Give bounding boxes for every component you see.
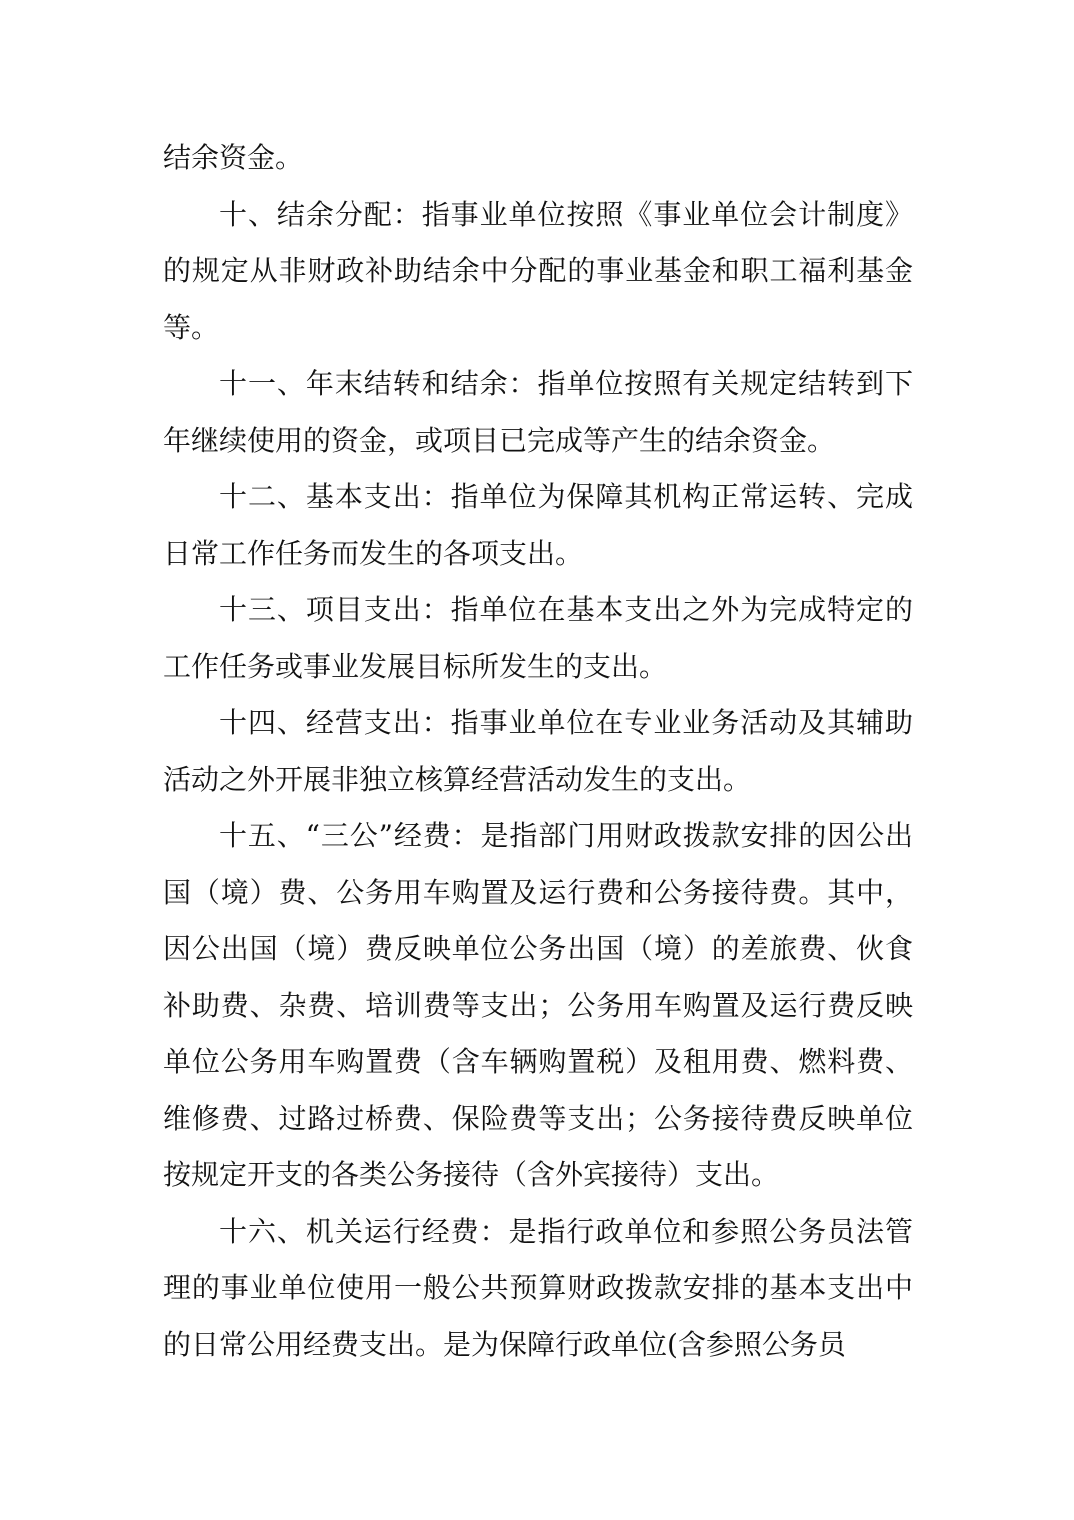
paragraph-item-10: 十、结余分配：指事业单位按照《事业单位会计制度》的规定从非财政补助结余中分配的事业基金和职工福利基金等。 (163, 197, 913, 344)
paragraph-item-11: 十一、年末结转和结余：指单位按照有关规定结转到下年继续使用的资金，或项目已完成等产生的结余资金。 (163, 367, 913, 457)
paragraph-item-12: 十二、基本支出：指单位为保障其机构正常运转、完成日常工作任务而发生的各项支出。 (163, 480, 913, 570)
document-body (163, 130, 913, 1373)
paragraph-item-14: 十四、经营支出：指事业单位在专业业务活动及其辅助活动之外开展非独立核算经营活动发生的支出。 (163, 706, 913, 796)
paragraph-item-15: 十五、“三公”经费：是指部门用财政拨款安排的因公出国（境）费、公务用车购置及运行费和公务接待费。其中，因公出国（境）费反映单位公务出国（境）的差旅费、伙食补助费、杂费、培训费等支出；公务用车购置及运行费反映单位公务用车购置费（含车辆购置税）及租用费、燃料费、维修费、过路过桥费、保险费等支出；公务接待费反映单位按规定开支的各类公务接待（含外宾接待）支出。 (163, 819, 913, 1191)
paragraph-continuation: 结余资金。 (163, 141, 304, 174)
paragraph-item-13: 十三、项目支出：指单位在基本支出之外为完成特定的工作任务或事业发展目标所发生的支出。 (163, 593, 913, 683)
paragraph-item-16: 十六、机关运行经费：是指行政单位和参照公务员法管理的事业单位使用一般公共预算财政拨款安排的基本支出中的日常公用经费支出。是为保障行政单位(含参照公务员 (163, 1214, 913, 1361)
